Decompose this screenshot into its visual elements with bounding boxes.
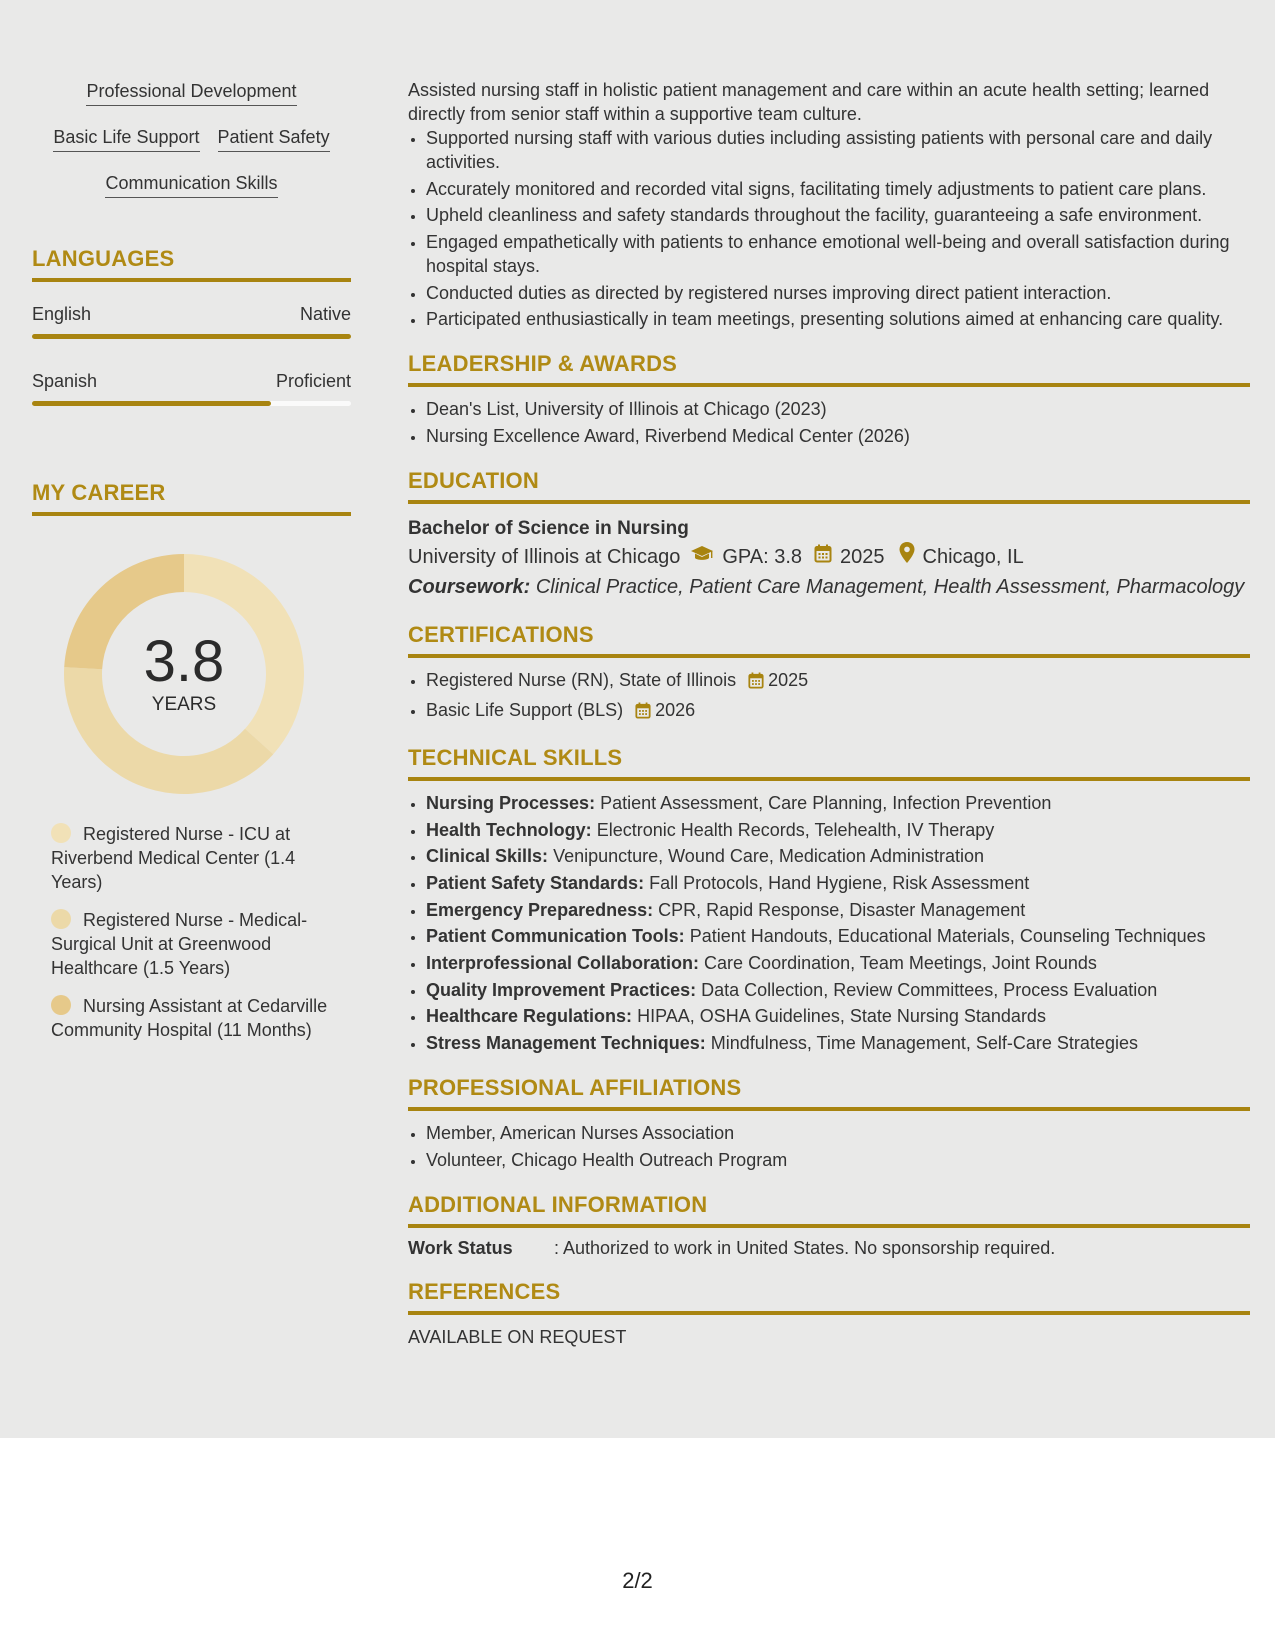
skill-tag: Communication Skills — [105, 172, 277, 198]
career-legend-item — [51, 908, 331, 980]
skill-value: Data Collection, Review Committees, Process Evaluation — [701, 979, 1158, 1000]
skill-value: Mindfulness, Time Management, Self-Care Strategies — [710, 1033, 1138, 1053]
skill-label: Stress Management Techniques: — [426, 1033, 706, 1053]
skill-label: Clinical Skills: — [426, 846, 549, 867]
references-section — [408, 1277, 1250, 1349]
career-section — [32, 478, 351, 1042]
section-title-technical-skills: TECHNICAL SKILLS — [408, 743, 1250, 781]
career-legend-label: Registered Nurse - Medical-Surgical Unit at Greenwood Healthcare (1.5 Years) — [51, 910, 308, 978]
skill-label: Patient Safety Standards: — [426, 872, 645, 893]
coursework-label: Coursework: — [408, 576, 531, 599]
education-school: University of Illinois at Chicago — [408, 546, 681, 569]
list-item: • Volunteer, Chicago Health Outreach Program — [426, 1148, 1250, 1172]
list-item — [426, 978, 1250, 1002]
list-item — [426, 951, 1250, 975]
language-bar — [32, 401, 351, 406]
section-title-certifications: CERTIFICATIONS — [408, 620, 1250, 658]
additional-info-section — [408, 1190, 1250, 1259]
section-title-career: MY CAREER — [32, 478, 351, 516]
skill-label: Patient Communication Tools: — [426, 926, 685, 947]
language-name: English — [32, 304, 92, 324]
list-item: • Engaged empathetically with patients to enhance emotional well-being and overall satisfaction during hospital stays. — [426, 230, 1250, 278]
career-total-value: 3.8 — [143, 629, 225, 694]
skill-value: Care Coordination, Team Meetings, Joint Rounds — [704, 952, 1097, 973]
skill-label: Interprofessional Collaboration: — [426, 952, 700, 973]
experience-summary: Assisted nursing staff in holistic patient management and care within an acute health setting; learned directly from senior staff within a supportive team culture. — [408, 80, 1210, 124]
list-item — [426, 871, 1250, 895]
skill-label: Nursing Processes: — [426, 792, 596, 813]
career-legend-item — [51, 994, 331, 1042]
career-legend-label: Nursing Assistant at Cedarville Community Hospital (11 Months) — [51, 996, 328, 1040]
language-item — [32, 371, 351, 406]
certification-year: 2025 — [768, 670, 809, 691]
career-legend-item — [51, 822, 331, 894]
skill-label: Health Technology: — [426, 819, 592, 840]
list-item — [426, 844, 1250, 868]
certifications-section — [408, 620, 1250, 725]
language-level: Proficient — [275, 371, 351, 391]
education-coursework — [408, 572, 1250, 602]
calendar-icon — [814, 542, 832, 572]
section-title-education: EDUCATION — [408, 466, 1250, 504]
skill-tag: Patient Safety — [218, 126, 330, 152]
work-status-row — [408, 1238, 1250, 1259]
skill-value: Fall Protocols, Hand Hygiene, Risk Assessment — [649, 872, 1030, 893]
section-title-references: REFERENCES — [408, 1277, 1250, 1315]
experience-bullets — [408, 126, 1250, 331]
calendar-icon — [635, 701, 651, 725]
location-pin-icon — [899, 542, 915, 572]
language-bar — [32, 334, 351, 339]
certification-year: 2026 — [655, 699, 696, 720]
references-text: AVAILABLE ON REQUEST — [408, 1326, 627, 1347]
skill-value: Venipuncture, Wound Care, Medication Administration — [553, 846, 984, 867]
language-level: Native — [299, 304, 351, 324]
skill-label: Quality Improvement Practices: — [426, 979, 697, 1000]
career-total-unit: YEARS — [151, 694, 217, 715]
skill-value: Patient Handouts, Educational Materials, Counseling Techniques — [689, 926, 1206, 947]
list-item — [426, 698, 1250, 725]
language-bar-fill — [32, 401, 271, 406]
section-title-languages: LANGUAGES — [32, 244, 351, 282]
skill-tag: Professional Development — [86, 80, 296, 106]
list-item: • Member, American Nurses Association — [426, 1121, 1250, 1145]
languages-section — [32, 244, 351, 406]
education-location: Chicago, IL — [922, 546, 1024, 569]
section-title-leadership: LEADERSHIP & AWARDS — [408, 349, 1250, 387]
list-item: • Dean's List, University of Illinois at Chicago (2023) — [426, 397, 1250, 421]
list-item: • Upheld cleanliness and safety standards throughout the facility, guaranteeing a safe environment. — [426, 203, 1250, 227]
education-section — [408, 466, 1250, 602]
sidebar — [32, 80, 351, 1056]
career-legend — [51, 822, 331, 1042]
list-item — [426, 1031, 1250, 1055]
education-degree: Bachelor of Science in Nursing — [408, 518, 689, 540]
education-details — [408, 542, 1250, 572]
section-title-affiliations: PROFESSIONAL AFFILIATIONS — [408, 1073, 1250, 1111]
language-item — [32, 304, 351, 339]
skill-tag: Basic Life Support — [53, 126, 199, 152]
list-item — [426, 791, 1250, 815]
list-item — [426, 898, 1250, 922]
legend-dot — [51, 823, 71, 843]
skill-value: Patient Assessment, Care Planning, Infection Prevention — [600, 792, 1052, 813]
list-item: • Participated enthusiastically in team meetings, presenting solutions aimed at enhancing care quality. — [426, 307, 1250, 331]
certification-name: Registered Nurse (RN), State of Illinois — [426, 670, 737, 691]
certification-name: Basic Life Support (BLS) — [426, 699, 624, 720]
skill-label: Emergency Preparedness: — [426, 899, 654, 920]
page-number: 2/2 — [622, 1568, 653, 1593]
graduation-cap-icon — [690, 542, 714, 572]
affiliations-section — [408, 1073, 1250, 1172]
skills-tags — [32, 80, 351, 198]
work-status-value: : Authorized to work in United States. No sponsorship required. — [554, 1237, 1056, 1258]
list-item: • Supported nursing staff with various duties including assisting patients with personal care and daily activities. — [426, 126, 1250, 174]
skill-value: CPR, Rapid Response, Disaster Management — [658, 899, 1026, 920]
list-item — [426, 1004, 1250, 1028]
legend-dot — [51, 909, 71, 929]
list-item — [426, 924, 1250, 948]
skill-label: Healthcare Regulations: — [426, 1006, 633, 1027]
education-gpa: GPA: 3.8 — [722, 546, 803, 569]
legend-dot — [51, 995, 71, 1015]
career-legend-label: Registered Nurse - ICU at Riverbend Medical Center (1.4 Years) — [51, 824, 296, 892]
list-item: • Conducted duties as directed by registered nurses improving direct patient interaction. — [426, 281, 1250, 305]
main-content — [408, 78, 1250, 1349]
list-item — [426, 668, 1250, 695]
leadership-section — [408, 349, 1250, 448]
language-name: Spanish — [32, 371, 98, 391]
section-title-additional: ADDITIONAL INFORMATION — [408, 1190, 1250, 1228]
coursework-list: Clinical Practice, Patient Care Management, Health Assessment, Pharmacology — [535, 576, 1245, 599]
career-donut-chart — [64, 554, 304, 794]
technical-skills-section — [408, 743, 1250, 1055]
list-item — [426, 818, 1250, 842]
skill-value: Electronic Health Records, Telehealth, IV Therapy — [596, 819, 995, 840]
work-status-key: Work Status — [408, 1237, 513, 1258]
language-bar-fill — [32, 334, 351, 339]
skill-value: HIPAA, OSHA Guidelines, State Nursing Standards — [637, 1006, 1046, 1027]
list-item: • Nursing Excellence Award, Riverbend Medical Center (2026) — [426, 424, 1250, 448]
calendar-icon — [748, 671, 764, 695]
education-year: 2025 — [840, 546, 885, 569]
list-item: • Accurately monitored and recorded vital signs, facilitating timely adjustments to patient care plans. — [426, 177, 1250, 201]
